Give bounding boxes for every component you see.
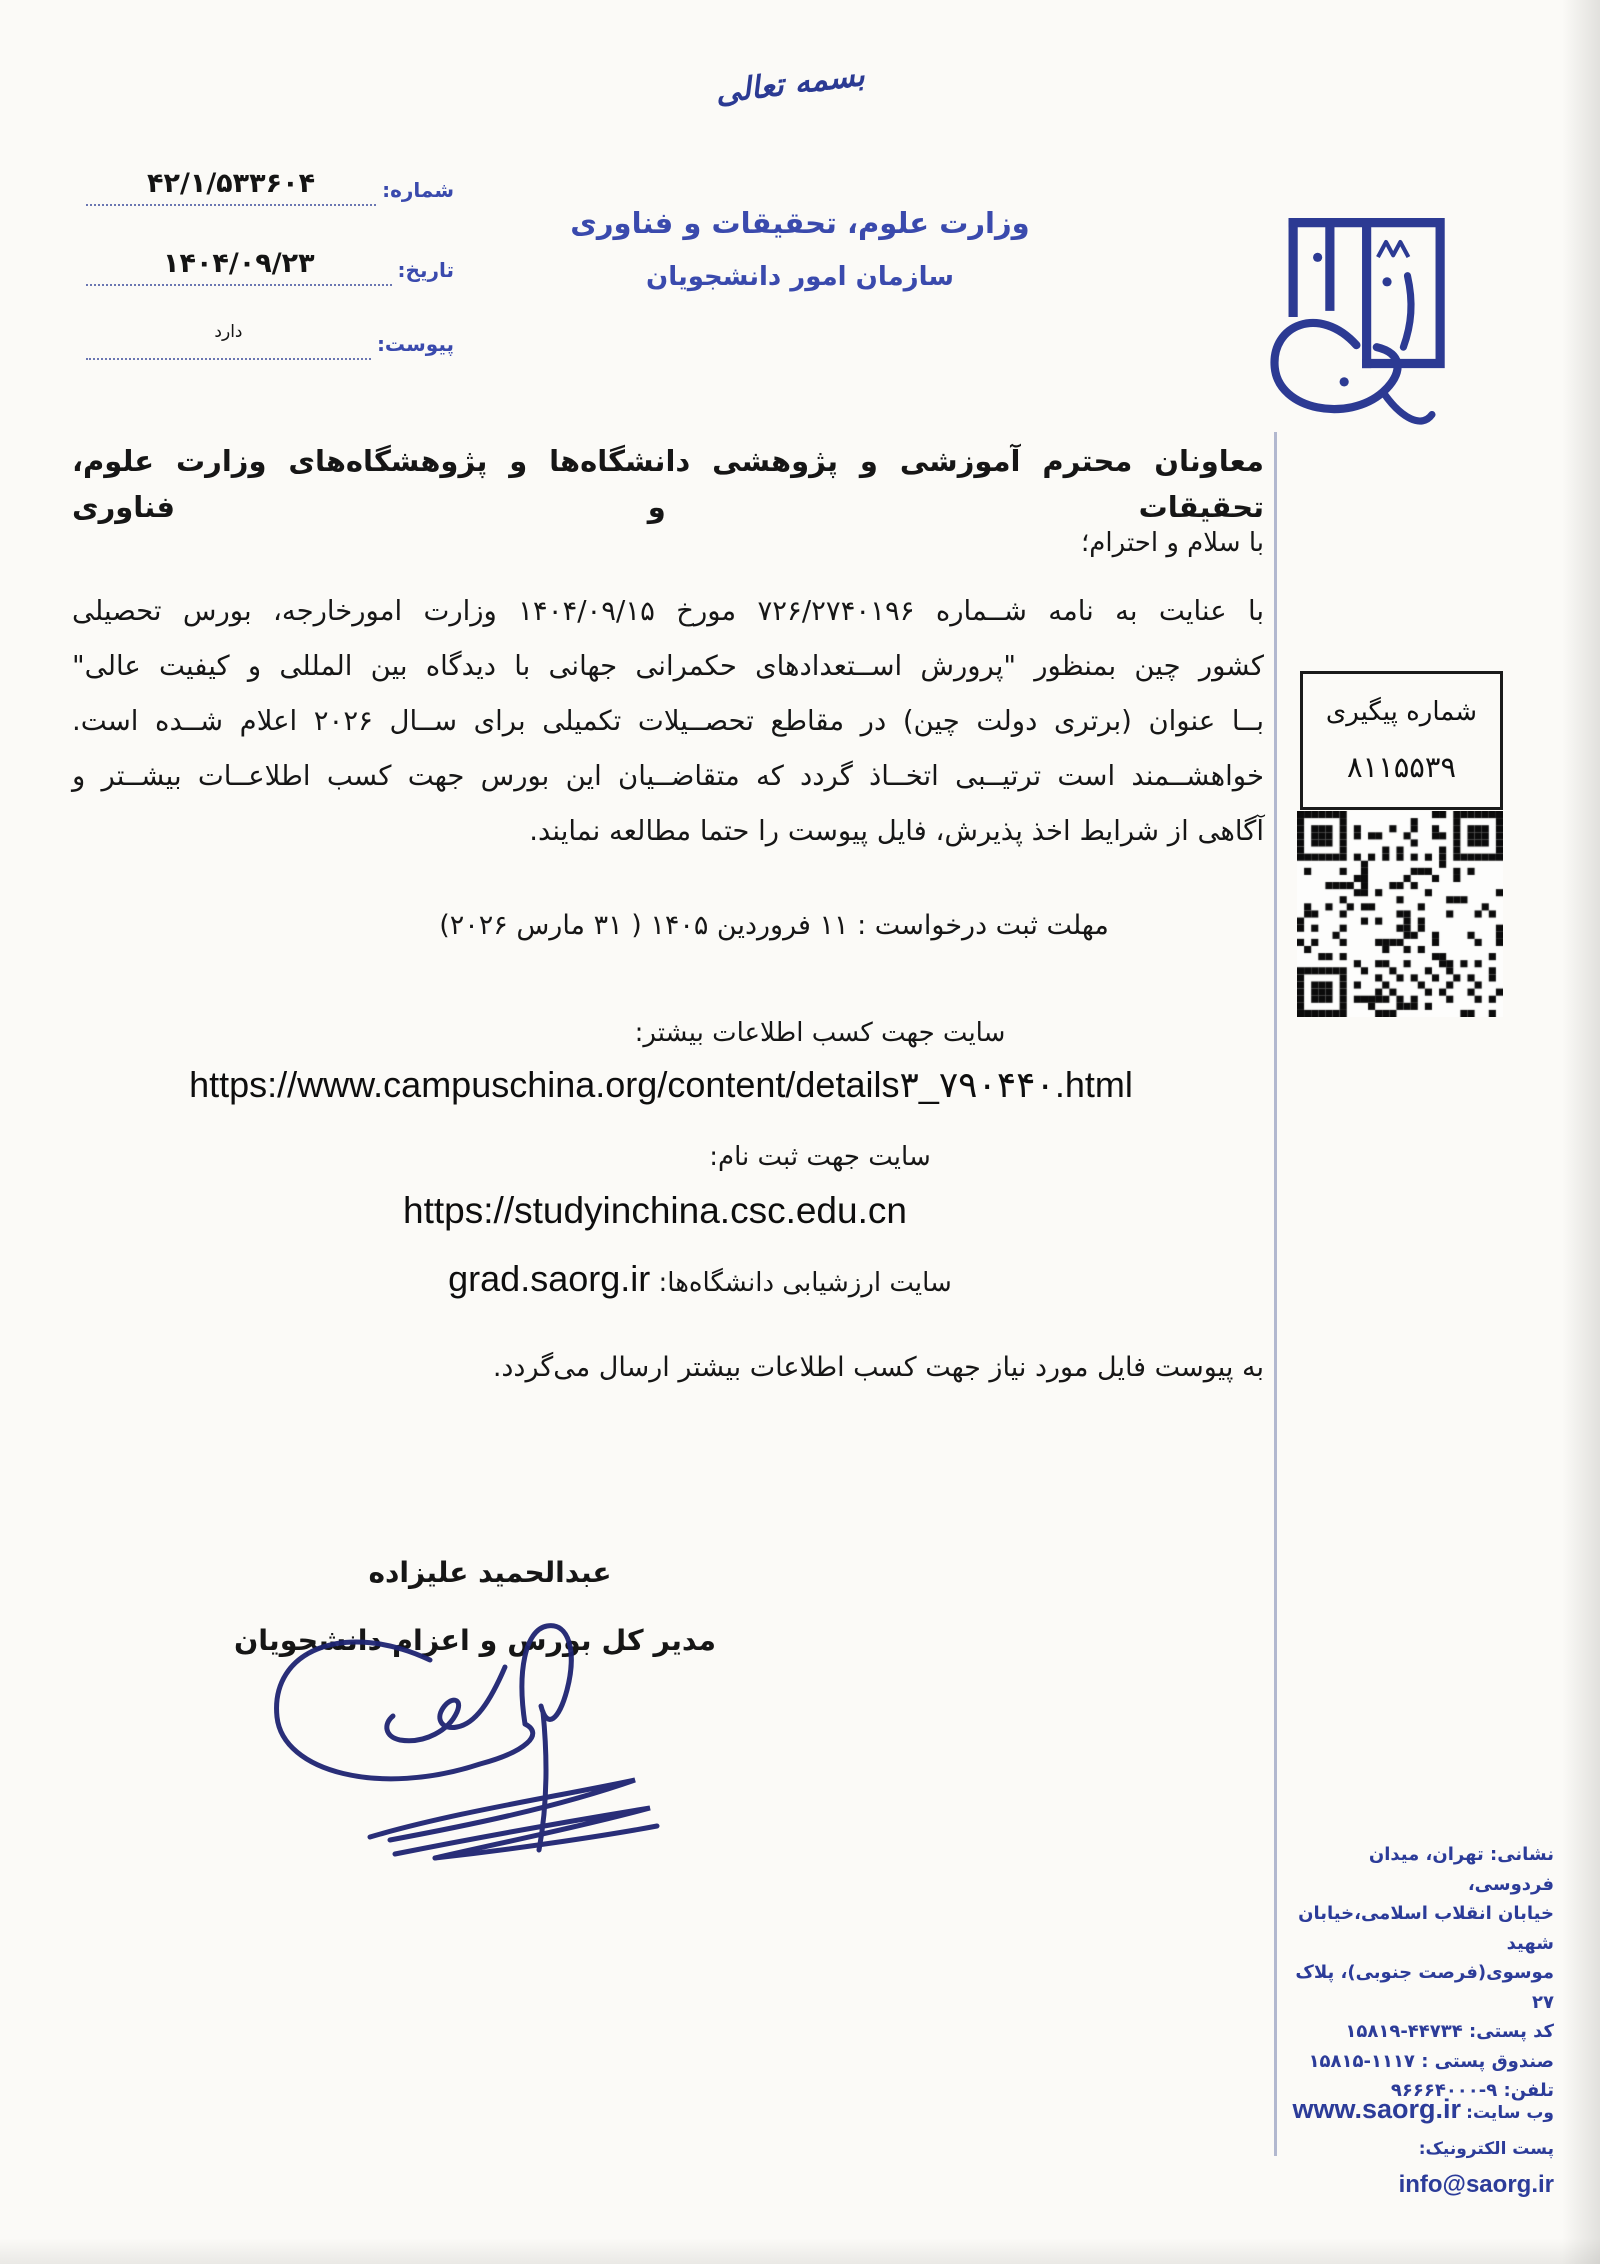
- number-label: شماره:: [382, 178, 454, 202]
- recipients-line: معاونان محترم آموزشی و پژوهشی دانشگاه‌ها و پژوهشگاه‌های وزارت علوم، تحقیقات و فناوری: [72, 444, 1264, 524]
- ministry-title: وزارت علوم، تحقیقات و فناوری: [570, 206, 1030, 240]
- email-address[interactable]: info@saorg.ir: [1398, 2171, 1554, 2198]
- email-label: پست الکترونیک:: [1418, 2139, 1554, 2159]
- contact-address-block: [1286, 1840, 1554, 2106]
- signer-name: عبدالحمید علیزاده: [368, 1556, 612, 1589]
- evaluation-site-line: [100, 1258, 1300, 1300]
- attachment-note: به پیوست فایل مورد نیاز جهت کسب اطلاعات بیشتر ارسال می‌گردد.: [492, 1352, 1264, 1383]
- phone-label: تلفن:: [1503, 2080, 1554, 2101]
- scan-shadow-right: [1562, 0, 1600, 2264]
- besmele-calligraphy: بسمه تعالی: [713, 56, 867, 112]
- handwritten-signature: [195, 1612, 675, 1892]
- po-box-value: ۱۵۸۱۵-۱۱۱۷: [1308, 2050, 1415, 2072]
- website-line: [1286, 2092, 1554, 2131]
- info-site-label: سایت جهت کسب اطلاعات بیشتر:: [634, 1018, 1006, 1048]
- number-value: ۴۲/۱/۵۳۳۶۰۴: [147, 168, 316, 199]
- paragraph-line: آگاهی از شرایط اخذ پذیرش، فایل پیوست را حتما مطالعه نمایند.: [529, 815, 1264, 847]
- address-line: موسوی(فرصت جنوبی)، پلاک ۲۷: [1295, 1962, 1554, 2013]
- postal-code-value: ۱۵۸۱۹-۴۴۷۳۴: [1345, 2021, 1463, 2042]
- attachment-value: دارد: [86, 322, 371, 360]
- paragraph-line: کشور چین بمنظور "پرورش اســتعدادهای حکمرانی جهانی با دیدگاه بین المللی و کیفیت عالی": [72, 650, 1264, 682]
- main-paragraph: [72, 584, 1264, 859]
- signer-title: مدیر کل بورس و اعزام دانشجویان: [233, 1624, 717, 1657]
- postal-code-label: کد پستی:: [1469, 2021, 1554, 2042]
- footer-contact-block: [1286, 2092, 1554, 2204]
- organization-title: سازمان امور دانشجویان: [646, 262, 954, 292]
- organization-logo: [1258, 192, 1463, 437]
- date-value: ۱۴۰۴/۰۹/۲۳: [162, 248, 315, 279]
- address-line: خیابان انقلاب اسلامی،خیابان شهید: [1298, 1903, 1554, 1954]
- tracking-number: ۸۱۱۵۵۳۹: [1346, 750, 1457, 784]
- scan-shadow-bottom: [0, 2238, 1600, 2264]
- register-site-label: سایت جهت ثبت نام:: [709, 1142, 931, 1172]
- letter-number-row: [86, 168, 454, 206]
- paragraph-line: بــا عنوان (برتری دولت چین) در مقاطع تحصــیلات تکمیلی برای ســال ۲۰۲۶ اعلام شــده است.: [72, 705, 1264, 737]
- attachment-label: پیوست:: [376, 332, 454, 356]
- website-url[interactable]: www.saorg.ir: [1292, 2094, 1462, 2124]
- paragraph-line: با عنایت به نامه شــماره ۷۲۶/۲۷۴۰۱۹۶ مورخ ۱۴۰۴/۰۹/۱۵ وزارت امورخارجه، بورس تحصیلی: [72, 595, 1264, 627]
- phone-value: ۹۶۶۶۴۰۰۰-۹: [1390, 2080, 1498, 2101]
- address-line: نشانی: تهران، میدان فردوسی،: [1368, 1844, 1554, 1895]
- website-label: وب سایت:: [1466, 2103, 1554, 2123]
- letter-date-row: [86, 248, 454, 286]
- register-site-url[interactable]: https://studyinchina.csc.edu.cn: [403, 1190, 907, 1231]
- date-label: تاریخ:: [397, 258, 454, 282]
- info-site-url[interactable]: https://www.campuschina.org/content/details۳_۷۹۰۴۴۰.html: [189, 1064, 1133, 1105]
- tracking-label: شماره پیگیری: [1325, 697, 1478, 727]
- salutation: با سلام و احترام؛: [1081, 528, 1264, 558]
- postal-code-line: [1286, 2017, 1554, 2047]
- paragraph-line: خواهشــمند است ترتیــبی اتخــاذ گردد که متقاضــیان این بورس جهت کسب اطلاعــات بیشــتر و: [72, 760, 1264, 792]
- po-box-label: صندوق پستی :: [1421, 2050, 1554, 2072]
- po-box-line: [1286, 2047, 1554, 2077]
- tracking-number-box: [1300, 671, 1503, 810]
- email-line: [1286, 2131, 1554, 2204]
- attachment-row: [86, 322, 454, 360]
- deadline-line: مهلت ثبت درخواست : ۱۱ فروردین ۱۴۰۵ ( ۳۱ مارس ۲۰۲۶): [439, 910, 1109, 941]
- evaluation-site-url[interactable]: grad.saorg.ir: [448, 1258, 651, 1299]
- evaluation-site-label: سایت ارزشیابی دانشگاه‌ها:: [658, 1268, 952, 1298]
